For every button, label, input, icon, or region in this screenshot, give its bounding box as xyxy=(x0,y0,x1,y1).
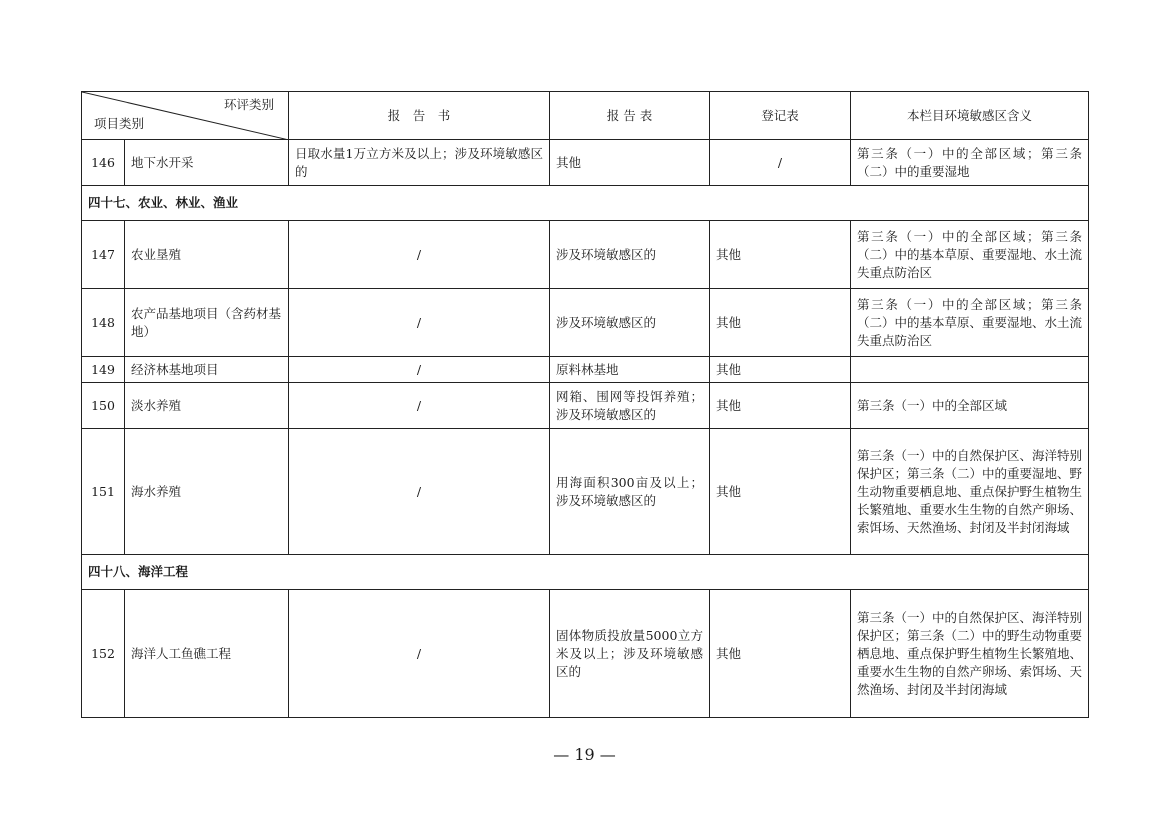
registration-cell: 其他 xyxy=(710,429,851,555)
report-book-cell: 日取水量1万立方米及以上；涉及环境敏感区的 xyxy=(289,140,550,186)
report-book-cell: / xyxy=(289,590,550,718)
table-row xyxy=(82,357,1089,383)
registration-cell: 其他 xyxy=(710,590,851,718)
registration-cell: 其他 xyxy=(710,357,851,383)
registration-cell: 其他 xyxy=(710,221,851,289)
report-book-cell: / xyxy=(289,383,550,429)
sensitive-area-cell: 第三条（一）中的全部区域 xyxy=(851,383,1089,429)
row-number: 148 xyxy=(82,289,125,357)
registration-cell: 其他 xyxy=(710,289,851,357)
table-row xyxy=(82,429,1089,555)
header-report-form: 报 告 表 xyxy=(550,92,710,140)
report-form-cell: 固体物质投放量5000立方米及以上；涉及环境敏感区的 xyxy=(550,590,710,718)
section-row xyxy=(82,186,1089,221)
table-row xyxy=(82,221,1089,289)
header-sensitive-area: 本栏目环境敏感区含义 xyxy=(851,92,1089,140)
header-corner-cell xyxy=(82,92,289,140)
table-row xyxy=(82,289,1089,357)
report-book-cell: / xyxy=(289,289,550,357)
report-form-cell: 网箱、围网等投饵养殖；涉及环境敏感区的 xyxy=(550,383,710,429)
sensitive-area-cell xyxy=(851,357,1089,383)
eia-classification-table xyxy=(81,91,1089,718)
report-form-cell: 其他 xyxy=(550,140,710,186)
report-book-cell: / xyxy=(289,357,550,383)
project-name: 经济林基地项目 xyxy=(125,357,289,383)
page-number: — 19 — xyxy=(553,745,616,764)
section-title: 四十八、海洋工程 xyxy=(82,555,1089,590)
section-title: 四十七、农业、林业、渔业 xyxy=(82,186,1089,221)
sensitive-area-cell: 第三条（一）中的全部区域；第三条（二）中的基本草原、重要湿地、水土流失重点防治区 xyxy=(851,289,1089,357)
report-form-cell: 原料林基地 xyxy=(550,357,710,383)
project-name: 地下水开采 xyxy=(125,140,289,186)
row-number: 147 xyxy=(82,221,125,289)
report-form-cell: 涉及环境敏感区的 xyxy=(550,289,710,357)
report-book-cell: / xyxy=(289,429,550,555)
row-number: 151 xyxy=(82,429,125,555)
report-form-cell: 用海面积300亩及以上；涉及环境敏感区的 xyxy=(550,429,710,555)
sensitive-area-cell: 第三条（一）中的全部区域；第三条（二）中的基本草原、重要湿地、水土流失重点防治区 xyxy=(851,221,1089,289)
sensitive-area-cell: 第三条（一）中的全部区域；第三条（二）中的重要湿地 xyxy=(851,140,1089,186)
project-name: 海洋人工鱼礁工程 xyxy=(125,590,289,718)
project-name: 农产品基地项目（含药材基地） xyxy=(125,289,289,357)
row-number: 146 xyxy=(82,140,125,186)
table-row xyxy=(82,140,1089,186)
table-row xyxy=(82,383,1089,429)
row-number: 150 xyxy=(82,383,125,429)
sensitive-area-cell: 第三条（一）中的自然保护区、海洋特别保护区；第三条（二）中的野生动物重要栖息地、重点保护野生植物生长繁殖地、重要水生生物的自然产卵场、索饵场、天然渔场、封闭及半封闭海域 xyxy=(851,590,1089,718)
registration-cell: / xyxy=(710,140,851,186)
report-form-cell: 涉及环境敏感区的 xyxy=(550,221,710,289)
registration-cell: 其他 xyxy=(710,383,851,429)
header-report-book: 报 告 书 xyxy=(289,92,550,140)
document-table-wrapper xyxy=(81,91,1088,718)
table-row xyxy=(82,590,1089,718)
project-name: 海水养殖 xyxy=(125,429,289,555)
sensitive-area-cell: 第三条（一）中的自然保护区、海洋特别保护区；第三条（二）中的重要湿地、野生动物重要栖息地、重点保护野生植物生长繁殖地、重要水生生物的自然产卵场、索饵场、天然渔场、封闭及半封闭海域 xyxy=(851,429,1089,555)
header-project-category: 项目类别 xyxy=(94,116,145,131)
row-number: 152 xyxy=(82,590,125,718)
report-book-cell: / xyxy=(289,221,550,289)
header-eia-category: 环评类别 xyxy=(223,97,274,112)
row-number: 149 xyxy=(82,357,125,383)
project-name: 淡水养殖 xyxy=(125,383,289,429)
header-registration: 登记表 xyxy=(710,92,851,140)
section-row xyxy=(82,555,1089,590)
table-header-row xyxy=(82,92,1089,140)
project-name: 农业垦殖 xyxy=(125,221,289,289)
